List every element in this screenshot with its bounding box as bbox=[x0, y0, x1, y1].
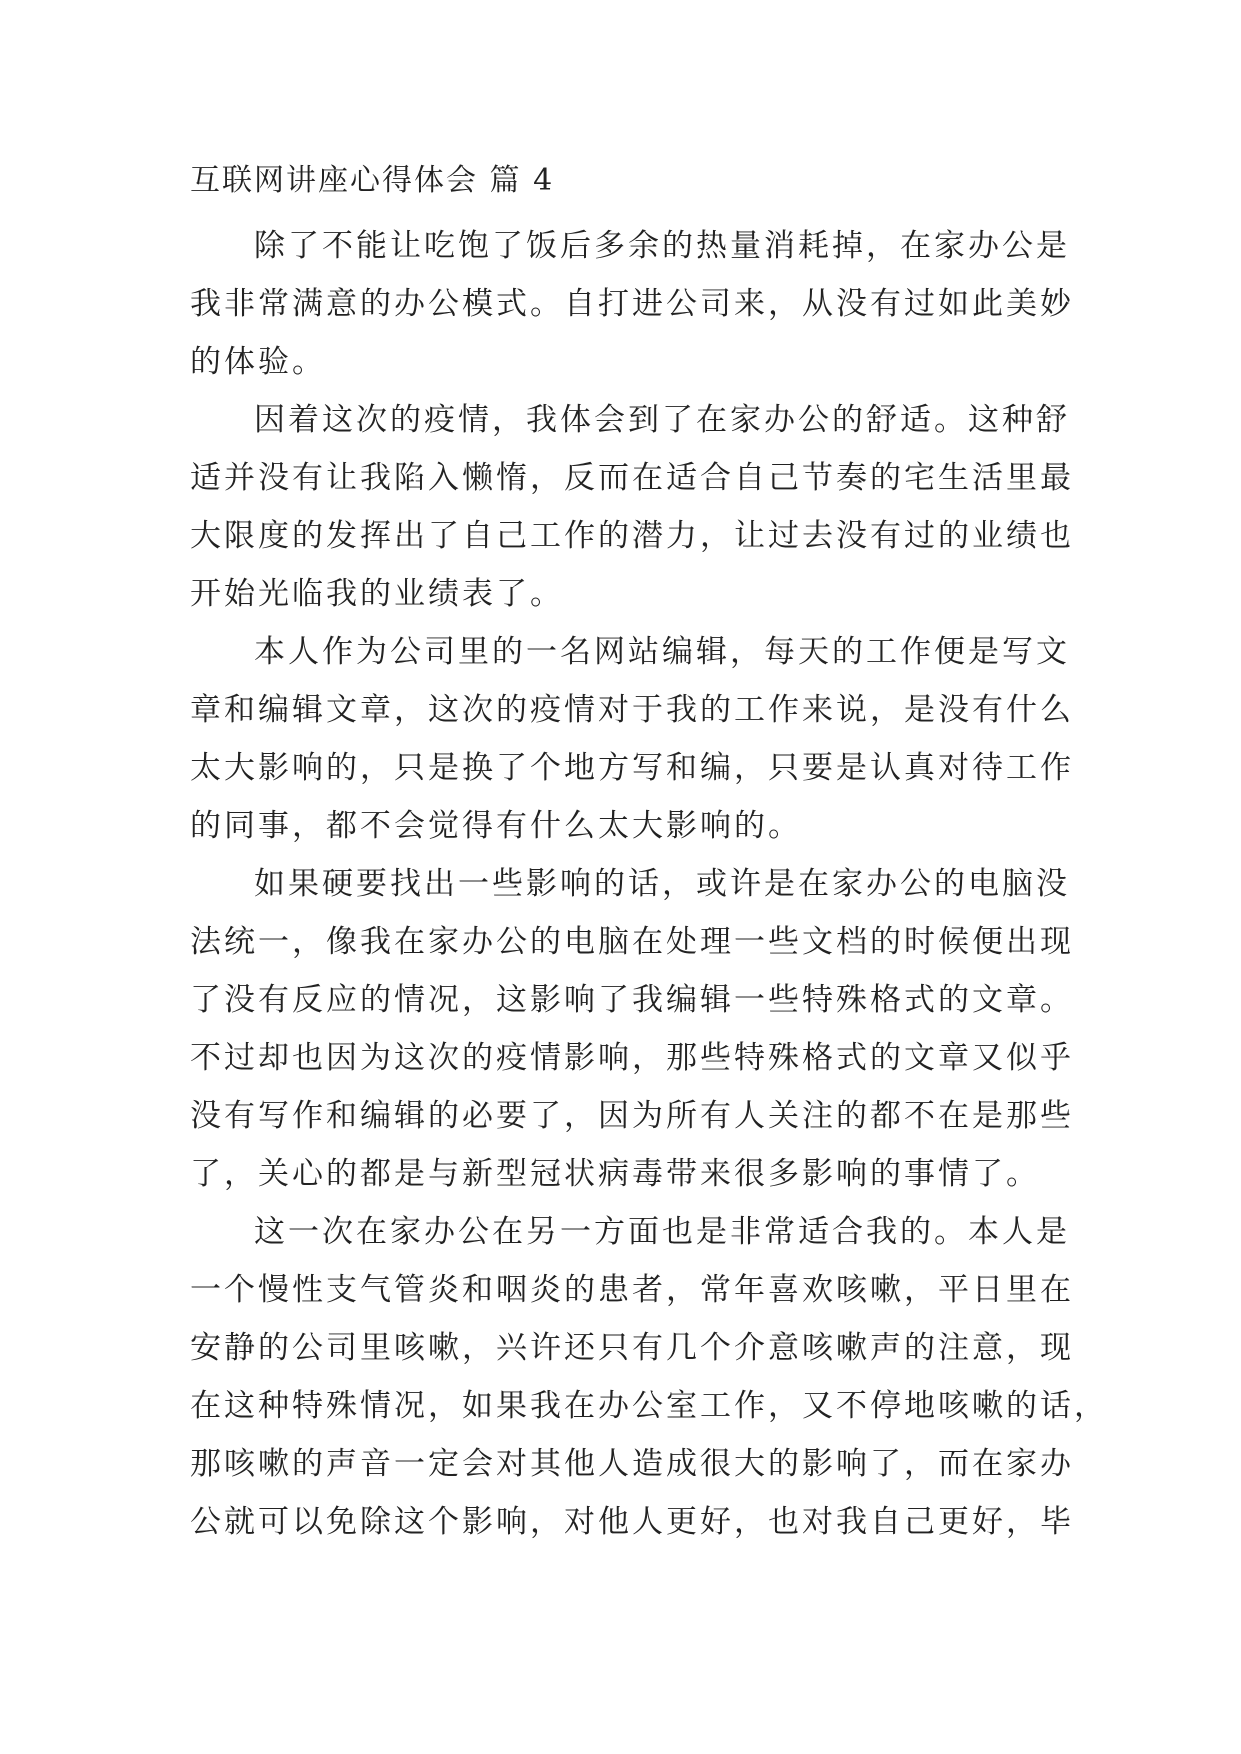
paragraph-4-line-1: 如果硬要找出一些影响的话，或许是在家办公的电脑没 bbox=[254, 866, 1070, 902]
paragraph-4-line-4: 不过却也因为这次的疫情影响，那些特殊格式的文章又似乎 bbox=[190, 1040, 1074, 1076]
paragraph-3-line-3: 太大影响的，只是换了个地方写和编，只要是认真对待工作 bbox=[190, 750, 1074, 786]
paragraph-2-line-4: 开始光临我的业绩表了。 bbox=[190, 576, 564, 612]
paragraph-2-line-3: 大限度的发挥出了自己工作的潜力，让过去没有过的业绩也 bbox=[190, 518, 1074, 554]
paragraph-4-line-5: 没有写作和编辑的必要了，因为所有人关注的都不在是那些 bbox=[190, 1098, 1074, 1134]
paragraph-2-line-2: 适并没有让我陷入懒惰，反而在适合自己节奏的宅生活里最 bbox=[190, 460, 1074, 496]
paragraph-3-line-4: 的同事，都不会觉得有什么太大影响的。 bbox=[190, 808, 802, 844]
paragraph-3-line-1: 本人作为公司里的一名网站编辑，每天的工作便是写文 bbox=[254, 634, 1070, 670]
paragraph-5-line-4: 在这种特殊情况，如果我在办公室工作，又不停地咳嗽的话， bbox=[190, 1388, 1108, 1424]
paragraph-1-line-3: 的体验。 bbox=[190, 344, 326, 380]
paragraph-5-line-6: 公就可以免除这个影响，对他人更好，也对我自己更好，毕 bbox=[190, 1504, 1074, 1540]
paragraph-1-line-1: 除了不能让吃饱了饭后多余的热量消耗掉，在家办公是 bbox=[254, 228, 1070, 264]
paragraph-3-line-2: 章和编辑文章，这次的疫情对于我的工作来说，是没有什么 bbox=[190, 692, 1074, 728]
paragraph-2-line-1: 因着这次的疫情，我体会到了在家办公的舒适。这种舒 bbox=[254, 402, 1070, 438]
paragraph-5-line-5: 那咳嗽的声音一定会对其他人造成很大的影响了，而在家办 bbox=[190, 1446, 1074, 1482]
paragraph-4-line-6: 了，关心的都是与新型冠状病毒带来很多影响的事情了。 bbox=[190, 1156, 1040, 1192]
paragraph-4-line-2: 法统一，像我在家办公的电脑在处理一些文档的时候便出现 bbox=[190, 924, 1074, 960]
document-title: 互联网讲座心得体会 篇 4 bbox=[190, 163, 555, 198]
paragraph-1-line-2: 我非常满意的办公模式。自打进公司来，从没有过如此美妙 bbox=[190, 286, 1074, 322]
paragraph-5-line-2: 一个慢性支气管炎和咽炎的患者，常年喜欢咳嗽，平日里在 bbox=[190, 1272, 1074, 1308]
paragraph-5-line-1: 这一次在家办公在另一方面也是非常适合我的。本人是 bbox=[254, 1214, 1070, 1250]
paragraph-5-line-3: 安静的公司里咳嗽，兴许还只有几个介意咳嗽声的注意，现 bbox=[190, 1330, 1074, 1366]
paragraph-4-line-3: 了没有反应的情况，这影响了我编辑一些特殊格式的文章。 bbox=[190, 982, 1074, 1018]
